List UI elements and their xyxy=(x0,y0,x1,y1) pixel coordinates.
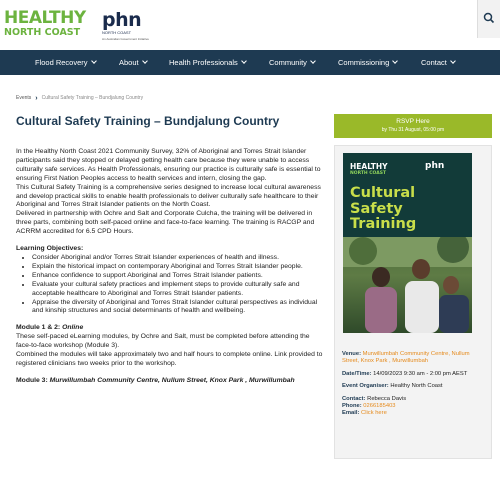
series-paragraph: This Cultural Safety Training is a comprehensive series designed to increase local cultural awareness and develop practical skills to enable health professionals to deliver culturally safe healthcare to their Aboriginal and Torres Strait Islander patients on the North Coast. xyxy=(16,183,321,209)
poster-title-line2: Safety xyxy=(350,200,403,217)
chevron-down-icon xyxy=(450,58,456,64)
email-link[interactable]: Click here xyxy=(361,410,387,417)
contact-value: Rebecca Davis xyxy=(367,395,407,402)
phn-wordmark: phn xyxy=(102,9,142,31)
nav-item-commissioning[interactable] xyxy=(338,50,397,75)
rsvp-deadline: by Thu 31 August, 05:00 pm xyxy=(381,127,445,133)
poster-title-line3: Training xyxy=(350,216,417,232)
phone-link[interactable]: 0266185403 xyxy=(363,403,396,410)
chevron-down-icon xyxy=(142,58,148,64)
module-1-2-text: These self-paced eLearning modules, by Ochre and Salt, must be completed before attending the face-to-face workshop (Module 3). xyxy=(16,333,310,350)
site-header xyxy=(0,0,500,50)
venue-label: Venue: xyxy=(342,351,362,357)
venue-row xyxy=(342,351,488,366)
nav-label: About xyxy=(119,58,139,67)
event-poster-image xyxy=(343,153,472,333)
event-description xyxy=(16,148,324,386)
nav-item-contact[interactable] xyxy=(421,50,455,75)
venue-link[interactable]: Murwillumbah Community Centre, Nullum Street, Knox Park , Murwillumbah xyxy=(342,351,470,365)
nav-label: Community xyxy=(269,58,307,67)
nav-item-about[interactable] xyxy=(119,50,147,75)
list-item: • Appraise the diversity of Aboriginal and Torres Strait Islander cultural perspectives as individual and kinship structures and social determinants of health and wellbeing. xyxy=(32,299,324,317)
module-1-2-title: Module 1 & 2: xyxy=(16,324,61,332)
module-3-heading xyxy=(16,377,324,386)
poster-photo-illustration xyxy=(343,237,472,333)
objectives-heading: Learning Objectives: xyxy=(16,245,84,253)
poster-logo-line1: HEALTHY xyxy=(350,162,388,171)
rsvp-button[interactable] xyxy=(334,114,492,138)
nav-label: Contact xyxy=(421,58,447,67)
chevron-down-icon xyxy=(310,58,316,64)
search-icon xyxy=(483,12,495,24)
search-button[interactable] xyxy=(477,0,500,38)
organiser-label: Event Organiser: xyxy=(342,383,389,390)
list-item: • Consider Aboriginal and/or Torres Strait Islander experiences of health and illness. xyxy=(32,254,324,263)
nav-item-flood-recovery[interactable] xyxy=(35,50,96,75)
logo-line1: HEALTHY xyxy=(4,8,86,28)
module-1-2-text2: Combined the modules will take approximately two and half hours to complete online. Link provided to registered clinicians two weeks prior to the workshop. xyxy=(16,351,323,367)
list-item: • Explain the historical impact on contemporary Aboriginal and Torres Strait Islander people. xyxy=(32,263,324,272)
contact-label: Contact: xyxy=(342,395,366,402)
breadcrumb xyxy=(16,94,143,101)
nav-label: Health Professionals xyxy=(169,58,238,67)
breadcrumb-current: Cultural Safety Training – Bundjalung Country xyxy=(41,95,144,101)
objectives-list xyxy=(32,254,324,316)
delivery-paragraph: Delivered in partnership with Ochre and Salt and Corporate Culcha, the training will be delivered in three parts, combining both self-paced online and face-to-face learning. The training is RACGP and ACRRM accredited for 6.5 CPD Hours. xyxy=(16,210,315,236)
healthy-north-coast-logo[interactable] xyxy=(4,10,86,38)
contact-row xyxy=(342,396,488,403)
module-1-2-heading xyxy=(16,324,324,333)
intro-paragraph: In the Healthy North Coast 2021 Community Survey, 32% of Aboriginal and Torres Strait Islander participants said they stopped or delayed getting health care because they were unable to access culturally safe services. As Health Professionals, ensuring our practice is culturally safe is essential to ensuring First Nation Peoples access to health services and intern, closing the gap. xyxy=(16,148,321,182)
nav-item-community[interactable] xyxy=(269,50,315,75)
nav-label: Flood Recovery xyxy=(35,58,88,67)
nav-label: Commissioning xyxy=(338,58,390,67)
email-row xyxy=(342,410,488,417)
event-info xyxy=(342,351,488,418)
chevron-right-icon: › xyxy=(35,95,38,102)
datetime-value: 14/09/2023 9:30 am - 2:00 pm AEST xyxy=(373,370,468,377)
breadcrumb-events-link[interactable]: Events xyxy=(16,95,32,101)
chevron-down-icon xyxy=(241,58,247,64)
list-item: • Enhance confidence to support Aboriginal and Torres Strait Islander patients. xyxy=(32,272,324,281)
poster-title-line1: Cultural xyxy=(350,185,416,201)
module-1-2 xyxy=(16,324,324,369)
nav-item-health-professionals[interactable] xyxy=(169,50,246,75)
rsvp-label: RSVP Here xyxy=(396,118,430,125)
module-3-title: Module 3: xyxy=(16,376,48,384)
email-label: Email: xyxy=(342,410,360,417)
main-nav xyxy=(0,50,500,75)
module-3-location: Murwillumbah Community Centre, Nullum Street, Knox Park , Murwillumbah xyxy=(49,376,295,384)
phn-subtitle: NORTH COAST xyxy=(102,30,132,35)
list-item: • Evaluate your cultural safety practices and implement steps to provide culturally safe and acceptable healthcare to Aboriginal and Torres Strait Islander patients. xyxy=(32,281,324,299)
poster-title xyxy=(350,186,416,233)
phn-logo[interactable] xyxy=(102,11,149,41)
chevron-down-icon xyxy=(392,58,398,64)
poster-logo-line2: NORTH COAST xyxy=(350,171,387,176)
logo-line2: NORTH COAST xyxy=(4,27,81,38)
phone-row xyxy=(342,403,488,410)
chevron-down-icon xyxy=(91,58,97,64)
organiser-value: Healthy North Coast xyxy=(390,383,443,390)
organiser-row xyxy=(342,383,488,390)
phone-label: Phone: xyxy=(342,403,362,410)
phn-tagline: An Australian Government Initiative xyxy=(102,37,149,41)
datetime-label: Date/Time: xyxy=(342,370,372,377)
module-3 xyxy=(16,377,324,386)
datetime-row xyxy=(342,371,488,378)
page-title: Cultural Safety Training – Bundjalung Country xyxy=(16,114,280,128)
module-1-2-mode: Online xyxy=(62,324,84,332)
poster-photo xyxy=(343,237,472,333)
poster-phn: phn xyxy=(425,161,445,171)
